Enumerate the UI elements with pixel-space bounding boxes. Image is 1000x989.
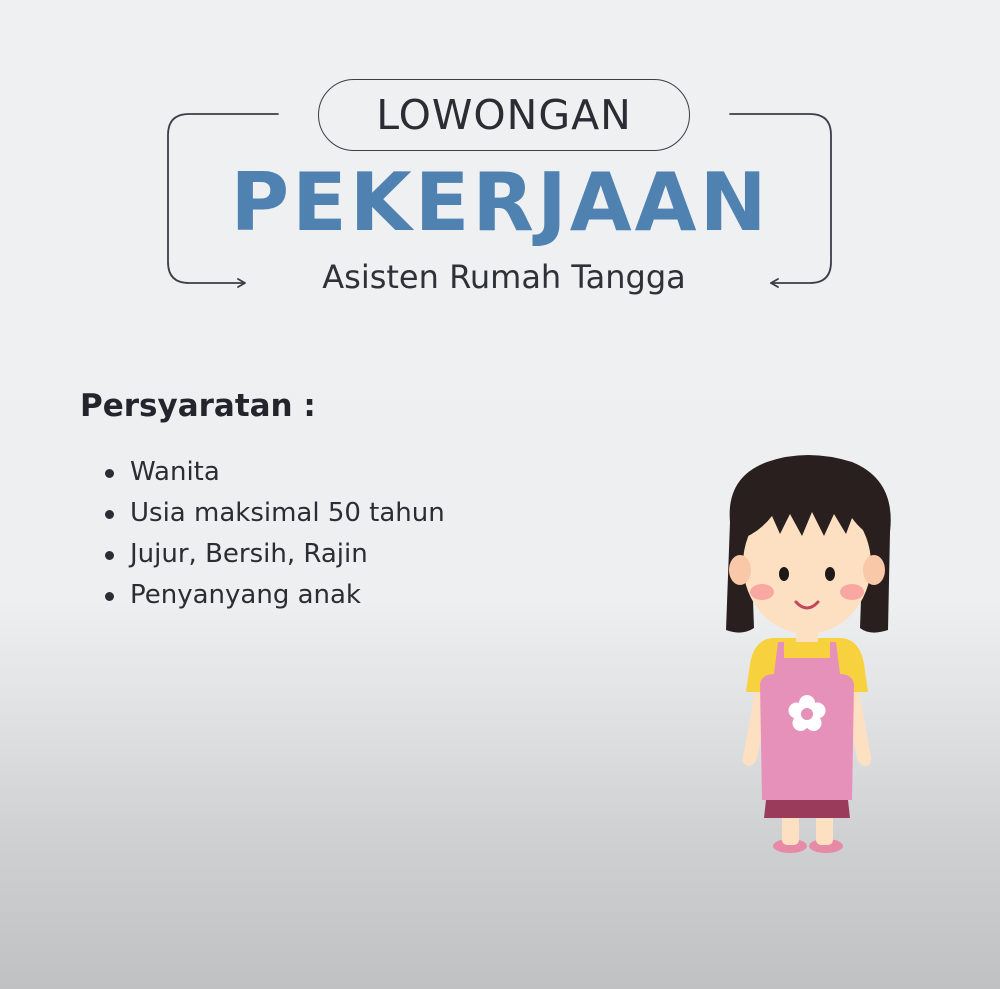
requirement-item: Usia maksimal 50 tahun [104,493,445,534]
left-ear [729,555,751,585]
right-eye [825,567,835,581]
requirement-item: Jujur, Bersih, Rajin [104,534,445,575]
lowongan-label: LOWONGAN [376,91,632,139]
lowongan-pill [318,79,690,151]
right-cheek [840,584,864,600]
job-subtitle: Asisten Rumah Tangga [322,258,686,296]
left-cheek [750,584,774,600]
requirements-title: Persyaratan : [80,388,316,424]
right-ear [863,555,885,585]
requirements-list [104,452,445,616]
left-eye [779,567,789,581]
housekeeper-girl-icon [712,452,902,862]
requirement-item: Wanita [104,452,445,493]
headline-pekerjaan: PEKERJAAN [230,156,770,249]
requirement-item: Penyanyang anak [104,575,445,616]
